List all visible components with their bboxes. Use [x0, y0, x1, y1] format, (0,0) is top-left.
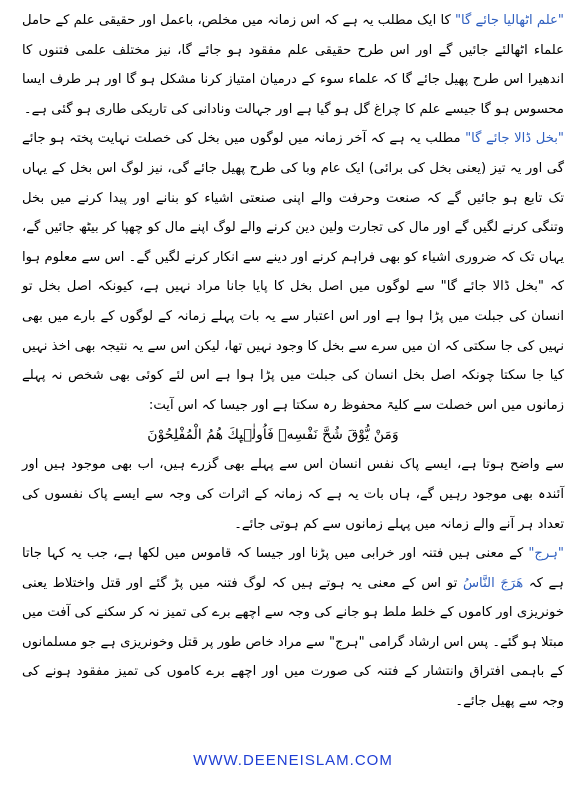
paragraph-miserliness-text-2: سے لوگوں میں اصل بخل کا پایا جانا مراد نہیں ہے، کیونکہ اصل بخل تو انسان کی جبلت میں پڑا ہوا ہے اور اس اعتبار سے یہ بات پہلے زمانہ کے لوگوں کے بارے میں بھی نہیں کی جا سکتی کہ ان میں سرے سے بخل کا وجود نہیں تھا، لیکن اس سے یہ نتیجہ بھی اخذ نہیں کیا جا سکتا چونکہ اصل بخل انسان کی جبلت میں پڑا ہوا ہے اس لئے کوئی بھی شخص نہ پہلے زمانوں میں اس خصلت سے کلیۃ محفوظ رہ سکتا ہے اور جیسا کہ اس آیت: [22, 279, 564, 413]
term-knowledge-lifted: "علم اٹھالیا جائے گا" [454, 13, 564, 28]
term-harj-inline: "ہرج" [329, 634, 365, 650]
paragraph-harj-text-2: تو اس کے معنی یہ ہوتے ہیں کہ لوگ فتنہ میں پڑ گئے اور قتل واختلاط یعنی خونریزی اور کاموں کے خلط ملط ہو جانے کی وجہ سے اچھے برے کی تمیز نہ کر سکنے کی آفت میں مبتلا ہو گئے۔ پس اس ارشاد گرامی [22, 575, 564, 650]
paragraph-knowledge [22, 6, 564, 124]
paragraph-harj-text-3: سے مراد خاص طور پر قتل وخونریزی ہے جو مسلمانوں کے باہمی افتراق وانتشار کے فتنہ کی صورت میں اور اچھے برے کاموں کی تمیز مفقود ہونے کی وجہ سے پھیل جائے۔ [22, 634, 564, 710]
website-url[interactable]: WWW.DEENEISLAM.COM [193, 752, 393, 769]
term-miserliness-inline: "بخل ڈالا جائے گا" [440, 279, 544, 295]
paragraph-knowledge-text: کا ایک مطلب یہ ہے کہ اس زمانہ میں مخلص، باعمل اور حقیقی علم کے حامل علماء اٹھالئے جائیں گے اور اس طرح حقیقی علم مفقود ہو جائے گا، نیز مختلف علمی فتنوں کا اندھیرا اس طرح پھیل جائے گا کہ علماء سوء کے درمیان امتیاز کرنا مشکل ہو گا اور ہر طرف ایسا محسوس ہو گا جیسے علم کا چراغ گل ہو گیا ہے اور جہالت ونادانی کی تاریکی طاری ہو گئی ہے۔ [22, 13, 564, 117]
paragraph-harj [22, 539, 564, 717]
website-footer[interactable] [0, 752, 586, 769]
term-haraj-arabic: هَرَجَ النَّاسُ [462, 575, 524, 591]
paragraph-pure-souls [22, 450, 564, 539]
quran-verse: وَمَنْ يُّوْقَ شُحَّ نَفْسِهٖ فَاُولٰۗىِٕكَ هُمُ الْمُفْلِحُوْنَ [147, 427, 399, 444]
paragraph-miserliness-text: مطلب یہ ہے کہ آخر زمانہ میں لوگوں میں بخل کی خصلت نہایت پختہ ہو جائے گی اور یہ تیز (یعنی بخل کی برائی) ایک عام وبا کی طرح پھیل جائے گی، نیز لوگ اس بخل کے یہاں تک تابع ہو جائیں گے کہ صنعت وحرفت والے اپنی صنعتی اشیاء کو بنانے اور پیدا کرنے میں بخل وتنگی کرنے لگیں گے اور مال کی تجارت ولین دین کرنے والے لوگ اپنے مال کو چھپا کر بیٹھ جائیں گے، یہاں تک کہ ضروری اشیاء کو بھی فراہم کرنے اور دینے سے انکار کرنے لگیں گے۔ اس سے معلوم ہوا کہ [22, 131, 564, 295]
term-miserliness: "بخل ڈالا جائے گا" [465, 131, 564, 147]
paragraph-miserliness [22, 124, 564, 420]
paragraph-harj-text: کے معنی ہیں فتنہ اور خرابی میں پڑنا اور جیسا کہ قاموس میں لکھا ہے، جب یہ کہا جاتا ہے کہ [22, 546, 565, 591]
term-harj: "ہرج" [528, 546, 564, 562]
paragraph-pure-souls-text: سے واضح ہوتا ہے، ایسے پاک نفس انسان اس سے پہلے بھی گزرے ہیں، اب بھی موجود ہیں اور آئندہ بھی موجود رہیں گے، ہاں بات یہ ہے کہ زمانہ کے اثرات کی وجہ سے ایسے پاک نفسوں کی تعداد ہر آنے والے زمانہ میں پہلے زمانوں سے کم ہوتی جائے۔ [22, 457, 564, 532]
